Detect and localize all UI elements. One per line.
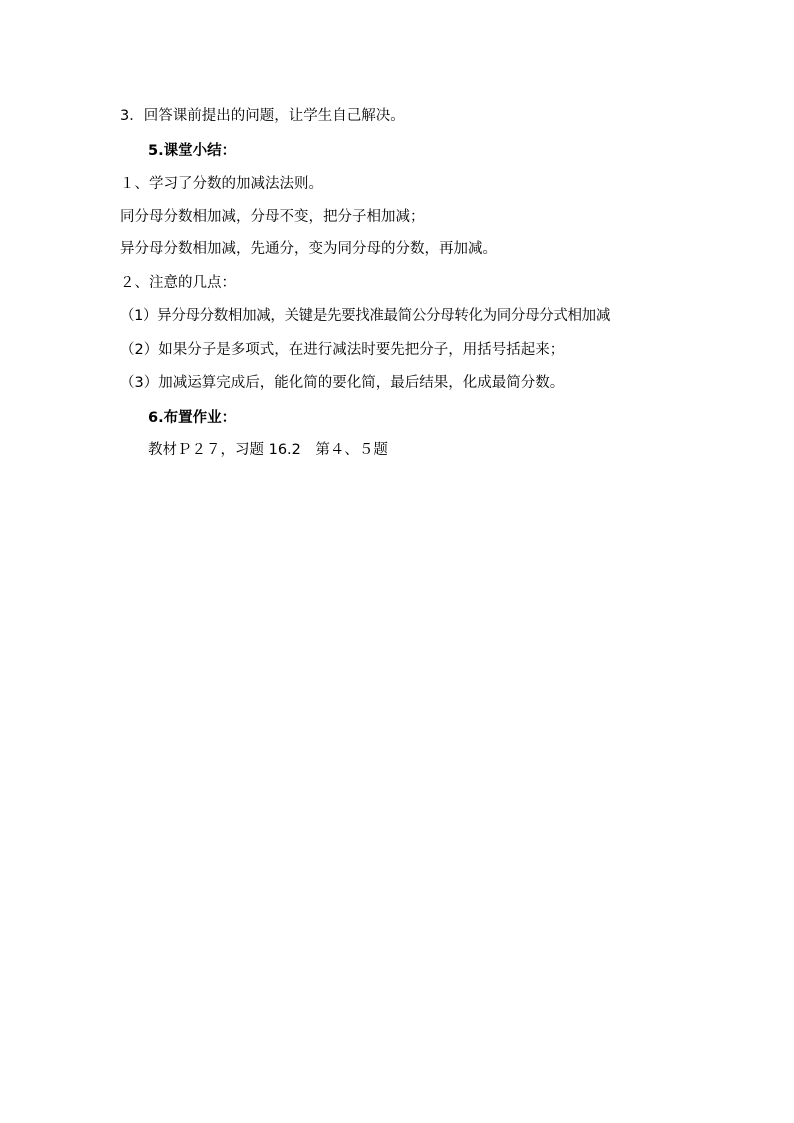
homework-assignment: 教材Ｐ２７，习题 16.2 第４、５题: [148, 442, 388, 458]
class-summary-heading: 5.课堂小结：: [148, 143, 237, 159]
note-item-1: （1）异分母分数相加减，关键是先要找准最简公分母转化为同分母分式相加减: [120, 308, 610, 324]
same-denominator-rule: 同分母分数相加减，分母不变，把分子相加减；: [120, 209, 425, 225]
note-item-2: （2）如果分子是多项式，在进行减法时要先把分子，用括号括起来；: [120, 342, 565, 358]
answer-questions-line: 3．回答课前提出的问题，让学生自己解决。: [120, 108, 405, 124]
summary-item-1: １、学习了分数的加减法法则。: [120, 176, 323, 192]
different-denominator-rule: 异分母分数相加减，先通分，变为同分母的分数，再加减。: [120, 241, 497, 257]
homework-heading: 6.布置作业：: [148, 410, 237, 426]
note-item-3: （3）加减运算完成后，能化简的要化简，最后结果，化成最简分数。: [120, 375, 565, 391]
summary-item-2: ２、注意的几点：: [120, 275, 236, 291]
